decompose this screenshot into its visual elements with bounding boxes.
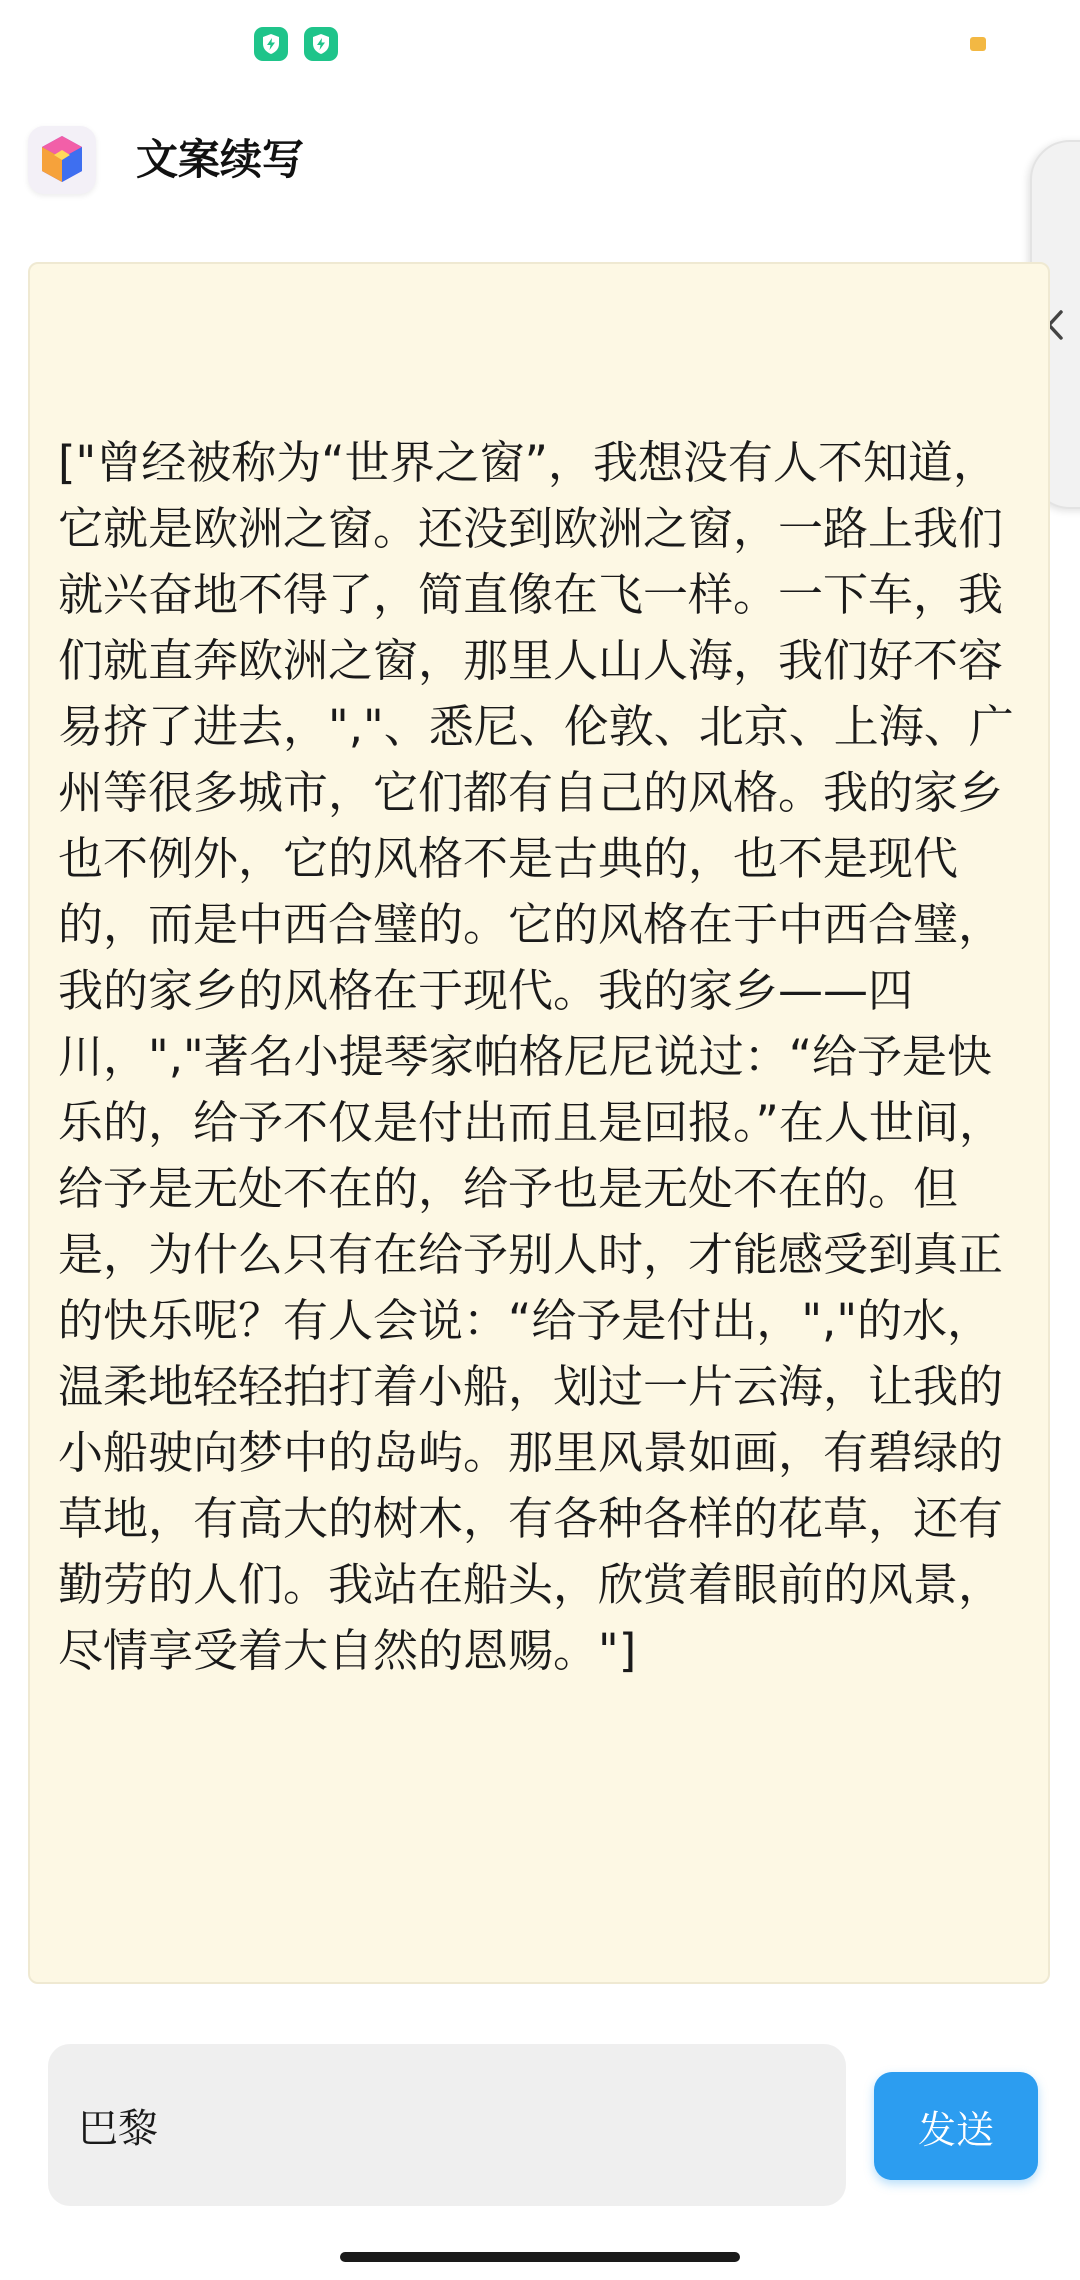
status-bar bbox=[0, 0, 1080, 90]
prompt-input[interactable] bbox=[48, 2044, 846, 2206]
cube-logo-icon bbox=[28, 126, 96, 194]
shield-app-icon bbox=[254, 27, 288, 61]
header bbox=[0, 110, 1080, 210]
shield-app-icon bbox=[304, 27, 338, 61]
home-indicator[interactable] bbox=[340, 2252, 740, 2262]
page-title: 文案续写 bbox=[136, 135, 305, 184]
battery-icon bbox=[970, 37, 986, 51]
send-button[interactable]: 发送 bbox=[874, 2072, 1038, 2180]
generated-text: ["曾经被称为“世界之窗”，我想没有人不知道，它就是欧洲之窗。还没到欧洲之窗，一路上我们就兴奋地不得了，简直像在飞一样。一下车，我们就直奔欧洲之窗，那里人山人海，我们好不容易挤了进去，","、悉尼、伦敦、北京、上海、广州等很多城市，它们都有自己的风格。我的家乡也不例外，它的风格不是古典的，也不是现代的，而是中西合璧的。它的风格在于中西合璧，我的家乡的风格在于现代。我的家乡——四川，","著名小提琴家帕格尼尼说过：“给予是快乐的，给予不仅是付出而且是回报。”在人世间，给予是无处不在的，给予也是无处不在的。但是，为什么只有在给予别人时，才能感受到真正的快乐呢？有人会说：“给予是付出，","的水，温柔地轻轻拍打着小船，划过一片云海，让我的小船驶向梦中的岛屿。那里风景如画，有碧绿的草地，有高大的树木，有各种各样的花草，还有勤劳的人们。我站在船头，欣赏着眼前的风景，尽情享受着大自然的恩赐。"] bbox=[58, 436, 1014, 1677]
generated-text-card bbox=[28, 262, 1050, 1984]
